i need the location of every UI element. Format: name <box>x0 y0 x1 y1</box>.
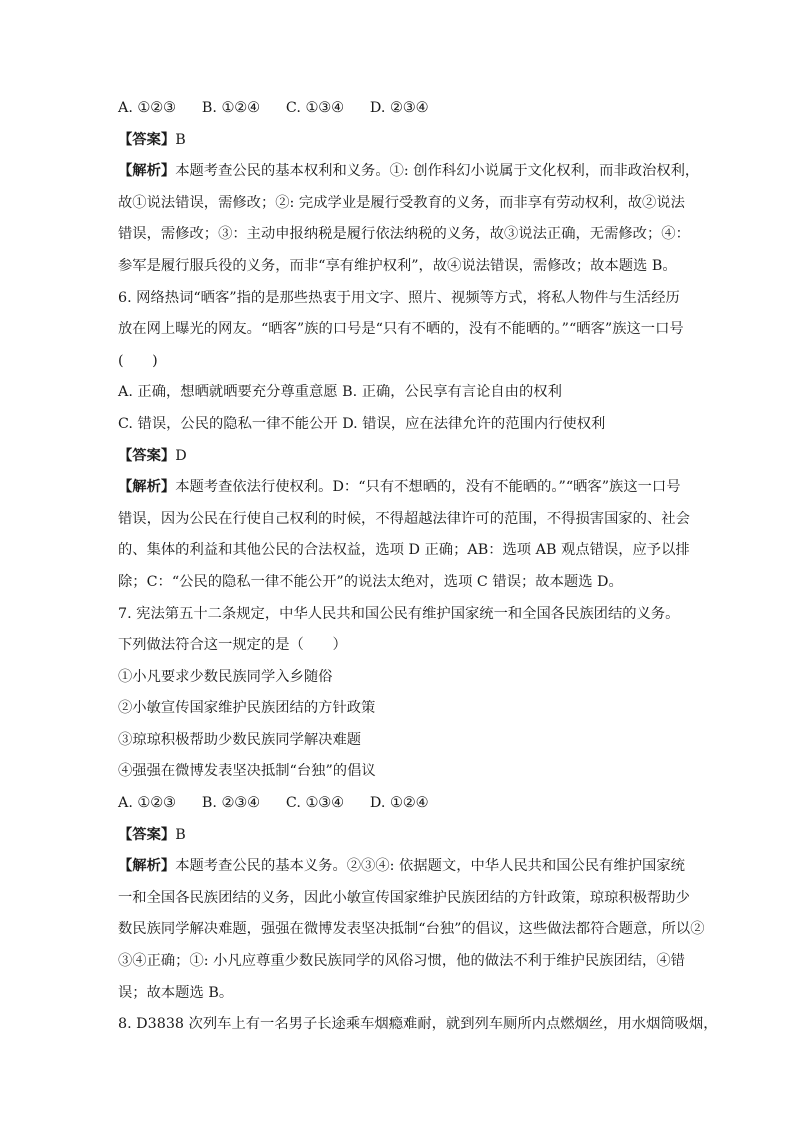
q5-options <box>118 98 678 118</box>
q5-option-a: A. ①②③ <box>118 100 176 116</box>
q6-option-line: A. 正确，想晒就晒要充分尊重意愿 B. 正确，公民享有言论自由的权利 <box>118 384 562 401</box>
q6-answer <box>118 446 678 466</box>
q5-option-c: C. ①③④ <box>285 100 344 116</box>
q5-analysis-line: 参军是履行服兵役的义务，而非“享有维护权利”，故④说法错误，需修改；故本题选 B。 <box>118 257 677 274</box>
q7-analysis-line <box>118 856 685 876</box>
q7-option-a: A. ①②③ <box>118 795 176 812</box>
analysis-label: 【解析】 <box>118 163 176 180</box>
q7-stem-line: 7. 宪法第五十二条规定，中华人民共和国公民有维护国家统一和全国各民族团结的义务。 <box>118 605 680 622</box>
document-page <box>118 98 718 1046</box>
q5-analysis-line <box>118 161 700 181</box>
q7-analysis-line: 误；故本题选 B。 <box>118 984 234 1001</box>
q7-options <box>118 793 678 813</box>
q6-option-line: C. 错误，公民的隐私一律不能公开 D. 错误，应在法律允许的范围内行使权利 <box>118 415 606 432</box>
answer-label: 【答案】 <box>118 131 176 148</box>
q7-answer <box>118 825 678 845</box>
q7-item: ②小敏宣传国家维护民族团结的方针政策 <box>118 700 376 717</box>
q6-stem-line: 6. 网络热词“晒客”指的是那些热衷于用文字、照片、视频等方式，将私人物件与生活经历 <box>118 289 680 306</box>
q6-stem-line: 放在网上曝光的网友。“晒客”族的口号是“只有不晒的，没有不能晒的。”“晒客”族这一口号 <box>118 321 684 338</box>
q6-analysis-line <box>118 477 681 497</box>
q6-analysis-line: 的、集体的利益和其他公民的合法权益，选项 D 正确；AB：选项 AB 观点错误，应予以排 <box>118 542 690 559</box>
q5-answer <box>118 130 678 150</box>
analysis-text: 本题考查公民的基本义务。②③④: 依据题文，中华人民共和国公民有维护国家统 <box>175 858 685 875</box>
q7-analysis-line: 一和全国各民族团结的义务，因此小敏宣传国家维护民族团结的方针政策，琼琼积极帮助少 <box>118 889 690 906</box>
q8-stem-line: 8. D3838 次列车上有一名男子长途乘车烟瘾难耐，就到列车厕所内点燃烟丝，用水烟筒吸烟， <box>118 1016 718 1033</box>
q6-stem-line: ( ) <box>118 352 158 369</box>
q7-option-d: D. ①②④ <box>369 795 429 812</box>
q5-analysis-line: 错误，需修改；③：主动申报纳税是履行依法纳税的义务，故③说法正确，无需修改；④： <box>118 226 690 243</box>
q7-analysis-line: ③④正确；①: 小凡应尊重少数民族同学的风俗习惯，他的做法不利于维护民族团结，④错 <box>118 953 685 970</box>
q7-option-b: B. ②③④ <box>201 795 260 812</box>
q7-option-c: C. ①③④ <box>285 795 344 812</box>
analysis-text: 本题考查公民的基本权利和义务。①: 创作科幻小说属于文化权利，而非政治权利， <box>175 163 700 180</box>
answer-value: D <box>175 447 187 464</box>
q7-item: ①小凡要求少数民族同学入乡随俗 <box>118 668 333 685</box>
q6-analysis-line: 除；C：“公民的隐私一律不能公开”的说法太绝对，选项 C 错误；故本题选 D。 <box>118 573 623 590</box>
analysis-label: 【解析】 <box>118 479 176 496</box>
answer-label: 【答案】 <box>118 447 176 464</box>
q5-option-d: D. ②③④ <box>369 100 429 116</box>
q7-item: ④强强在微博发表坚决抵制“台独”的倡议 <box>118 763 376 780</box>
q5-analysis-line: 故①说法错误，需修改；②: 完成学业是履行受教育的义务，而非享有劳动权利，故②说法 <box>118 194 685 211</box>
q6-analysis-line: 错误，因为公民在行使自己权利的时候，不得超越法律许可的范围，不得损害国家的、社会 <box>118 510 690 527</box>
q7-stem-line: 下列做法符合这一规定的是（ ） <box>118 637 347 654</box>
answer-value: B <box>175 826 186 843</box>
q7-analysis-line: 数民族同学解决难题，强强在微博发表坚决抵制“台独”的倡议，这些做法都符合题意，所以② <box>118 921 705 938</box>
q5-option-b: B. ①②④ <box>201 100 260 116</box>
q7-item: ③琼琼积极帮助少数民族同学解决难题 <box>118 731 362 748</box>
analysis-label: 【解析】 <box>118 858 176 875</box>
answer-value: B <box>175 131 186 148</box>
analysis-text: 本题考查依法行使权利。D：“只有不想晒的，没有不能晒的。”“晒客”族这一口号 <box>175 479 681 496</box>
answer-label: 【答案】 <box>118 826 176 843</box>
